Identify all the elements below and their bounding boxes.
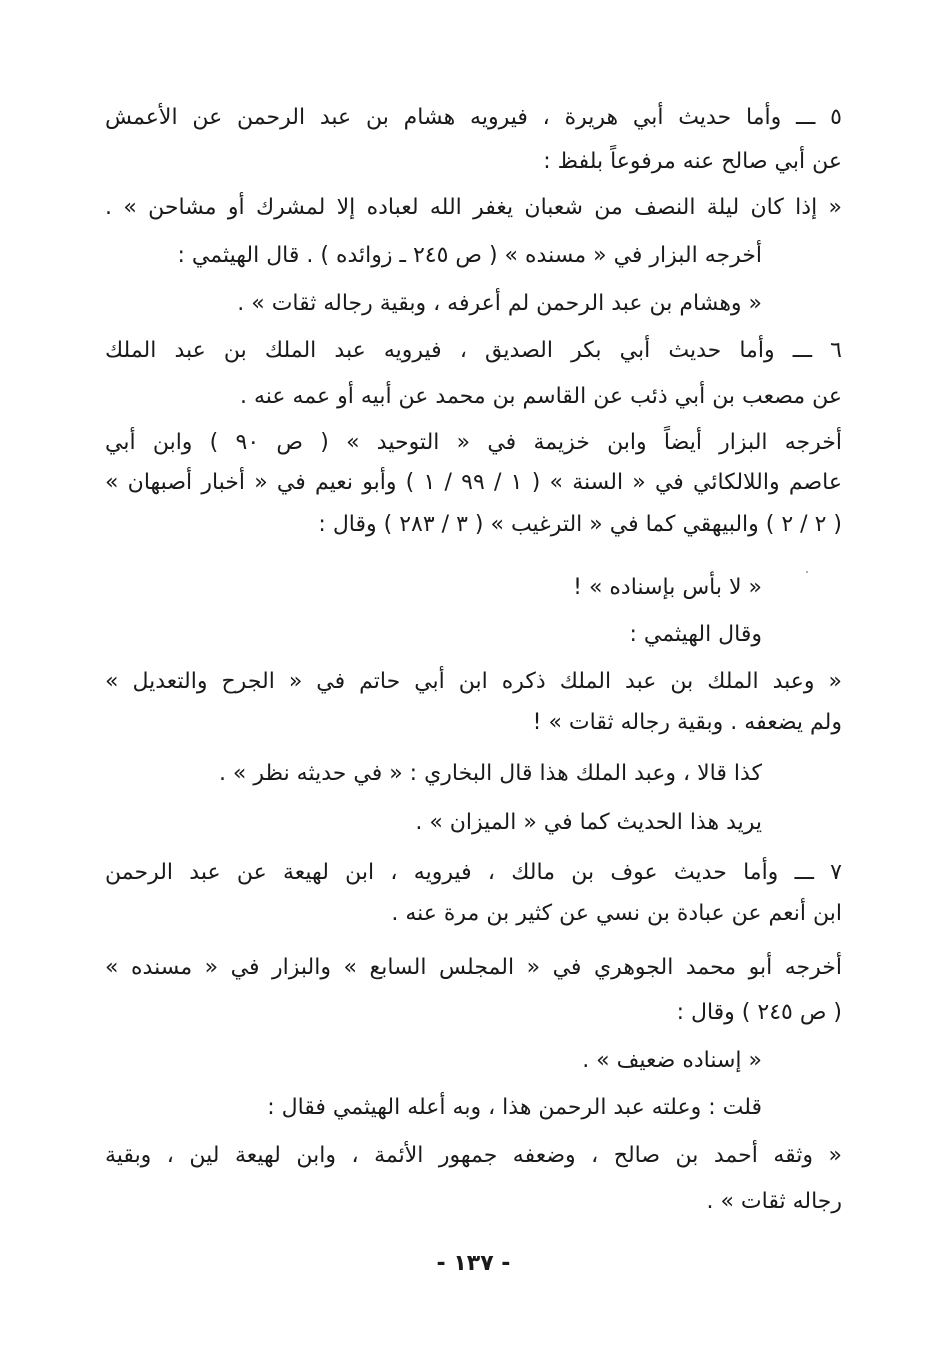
text-line: عن أبي صالح عنه مرفوعاً بلفظ :	[543, 149, 842, 174]
quote-line: « وثقه أحمد بن صالح ، وضعفه جمهور الأئمة ، وابن لهيعة لين ، وبقية	[105, 1143, 842, 1168]
text-line: ٧ ـــ وأما حديث عوف بن مالك ، فيرويه ، ابن لهيعة عن عبد الرحمن	[105, 860, 842, 885]
text-line: ( ٢ / ٢ ) والبيهقي كما في « الترغيب » ( ٣ / ٢٨٣ ) وقال :	[318, 512, 842, 537]
quote-line: « وهشام بن عبد الرحمن لم أعرفه ، وبقية رجاله ثقات » .	[237, 291, 762, 316]
text-line: ٥ ـــ وأما حديث أبي هريرة ، فيرويه هشام بن عبد الرحمن عن الأعمش	[105, 105, 842, 130]
text-line: ٦ ـــ وأما حديث أبي بكر الصديق ، فيرويه عبد الملك بن عبد الملك	[105, 338, 842, 363]
page-number: - ١٣٧ -	[436, 1251, 511, 1276]
text-line: عاصم واللالكائي في « السنة » ( ١ / ٩٩ / ١ ) وأبو نعيم في « أخبار أصبهان »	[105, 470, 842, 495]
quote-line: « إذا كان ليلة النصف من شعبان يغفر الله لعباده إلا لمشرك أو مشاحن » .	[105, 195, 842, 220]
quote-line: رجاله ثقات » .	[706, 1189, 842, 1214]
text-line: كذا قالا ، وعبد الملك هذا قال البخاري : « في حديثه نظر » .	[218, 761, 762, 786]
quote-line: ولم يضعفه . وبقية رجاله ثقات » !	[532, 710, 842, 735]
speck	[806, 571, 808, 573]
text-line: وقال الهيثمي :	[629, 622, 762, 647]
text-line: أخرجه البزار أيضاً وابن خزيمة في « التوحيد » ( ص ٩٠ ) وابن أبي	[105, 430, 842, 455]
quote-line: « إسناده ضعيف » .	[582, 1048, 762, 1073]
text-line: أخرجه البزار في « مسنده » ( ص ٢٤٥ ـ زوائده ) . قال الهيثمي :	[177, 243, 762, 268]
text-line: قلت : وعلته عبد الرحمن هذا ، وبه أعله الهيثمي فقال :	[267, 1095, 762, 1120]
text-line: يريد هذا الحديث كما في « الميزان » .	[415, 810, 762, 835]
text-line: ( ص ٢٤٥ ) وقال :	[676, 1000, 842, 1025]
text-line: عن مصعب بن أبي ذئب عن القاسم بن محمد عن أبيه أو عمه عنه .	[239, 384, 842, 409]
quote-line: « وعبد الملك بن عبد الملك ذكره ابن أبي حاتم في « الجرح والتعديل »	[105, 669, 842, 694]
text-line: ابن أنعم عن عبادة بن نسي عن كثير بن مرة عنه .	[391, 901, 842, 926]
text-line: أخرجه أبو محمد الجوهري في « المجلس السابع » والبزار في « مسنده »	[105, 955, 842, 980]
quote-line: « لا بأس بإسناده » !	[573, 575, 762, 600]
